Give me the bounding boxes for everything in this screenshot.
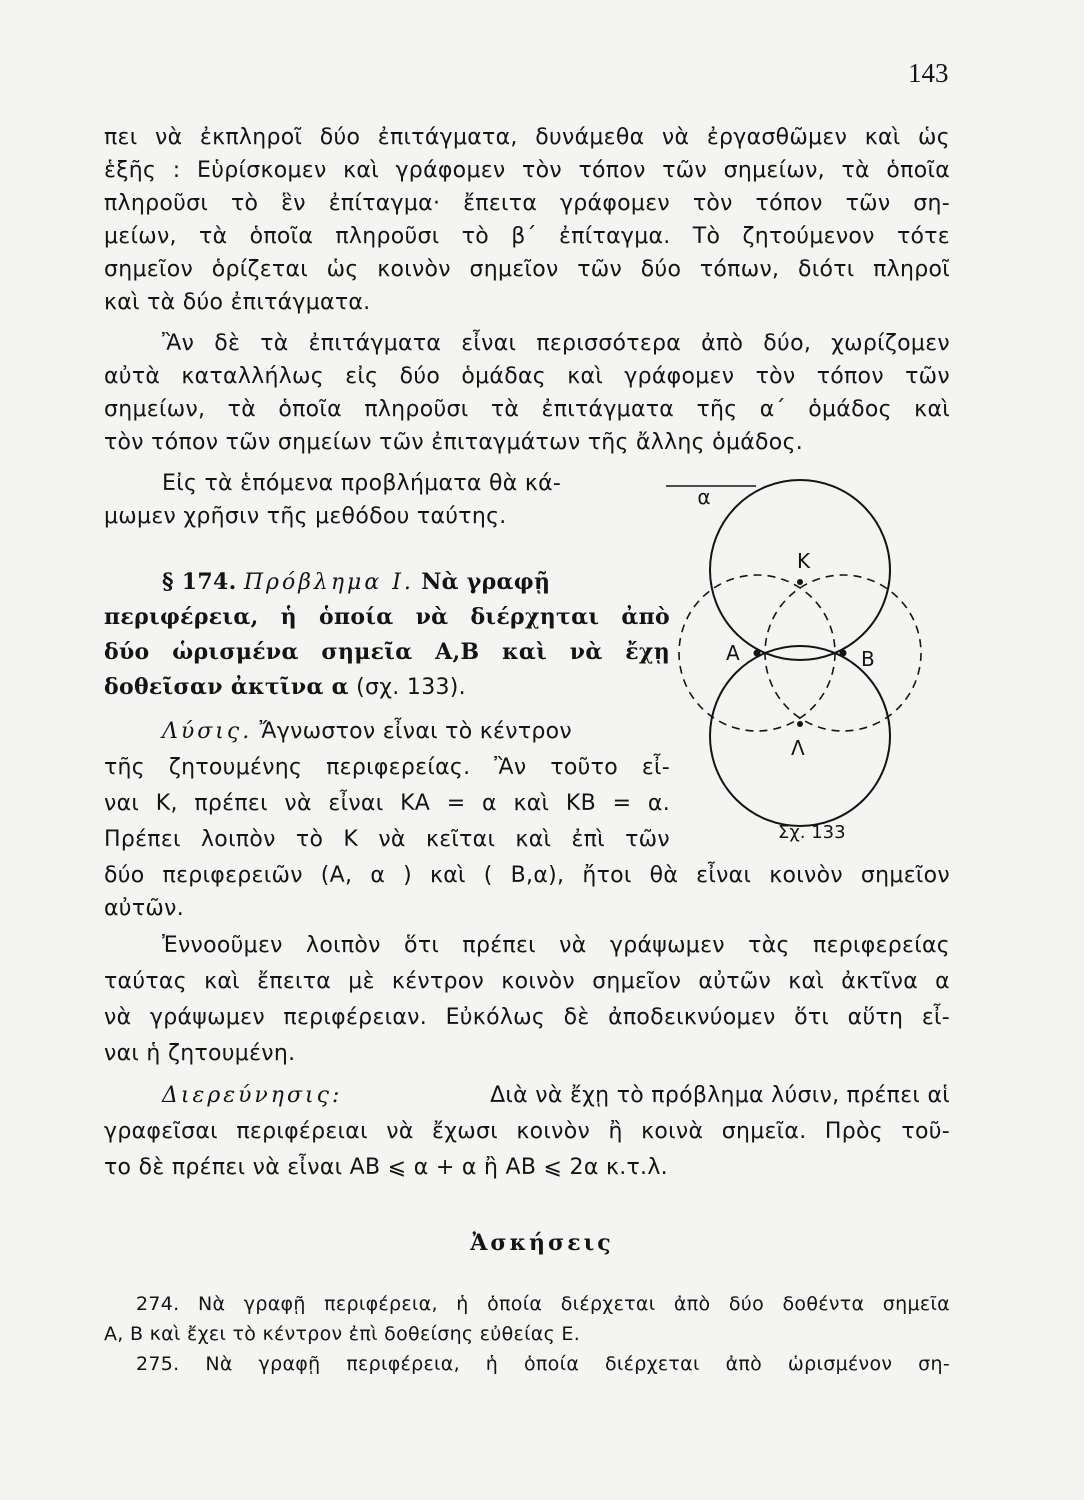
problem-label: Πρόβλημα Ι.	[243, 570, 414, 595]
para1-line: καὶ τὰ δύο ἐπιτάγματα.	[104, 290, 371, 315]
exercise-line: 274. Νὰ γραφῇ περιφέρεια, ἡ ὁποία διέρχεται ἀπὸ δύο δοθέντα σημεῖα	[136, 1293, 950, 1315]
point-l-dot	[797, 721, 803, 727]
figure-reference: (σχ. 133).	[356, 675, 466, 700]
problem-line: περιφέρεια, ἡ ὁποία νὰ διέρχηται ἀπὸ	[104, 604, 670, 630]
problem-title-line	[162, 566, 672, 598]
para2-line: Ἂν δὲ τὰ ἐπιτάγματα εἶναι περισσότερα ἀπὸ δύο, χωρίζομεν	[162, 331, 950, 356]
solution-line: ναι Κ, πρέπει νὰ εἶναι ΚΑ = α καὶ ΚΒ = α.	[104, 791, 670, 816]
para2-line: τὸν τόπον τῶν σημείων τῶν ἐπιταγμάτων τῆς ἄλλης ὁμάδος.	[104, 430, 804, 455]
para2-line: αὐτὰ καταλλήλως εἰς δύο ὁμάδας καὶ γράφομεν τὸν τόπον τῶν	[104, 364, 950, 389]
discussion-text: Διὰ νὰ ἔχῃ τὸ πρόβλημα λύσιν, πρέπει αἱ	[490, 1083, 950, 1108]
para4-line: νὰ γράψωμεν περιφέρειαν. Εὐκόλως δὲ ἀποδεικνύομεν ὅτι αὕτη εἶ-	[104, 1005, 950, 1030]
discussion-line: το δὲ πρέπει νὰ εἶναι ΑΒ ⩽ α + α ἢ ΑΒ ⩽ 2α κ.τ.λ.	[104, 1155, 668, 1180]
solution-line: αὐτῶν.	[104, 896, 184, 921]
para1-line: πληροῦσι τὸ ἓν ἐπίταγμα· ἔπειτα γράφομεν τὸν τόπον τῶν ση-	[104, 191, 950, 216]
point-l-label: Λ	[791, 736, 805, 760]
solution-line: Πρέπει λοιπὸν τὸ Κ νὰ κεῖται καὶ ἐπὶ τῶν	[104, 827, 670, 852]
solution-line: δύο περιφερειῶν (Α, α ) καὶ ( Β,α), ἤτοι θὰ εἶναι κοινὸν σημεῖον	[104, 863, 950, 888]
point-b-label: Β	[861, 647, 875, 671]
problem-number: § 174.	[162, 569, 237, 595]
para1-line: μείων, τὰ ὁποῖα πληροῦσι τὸ β΄ ἐπίταγμα. Τὸ ζητούμενον τότε	[104, 224, 950, 249]
discussion-label: Διερεύνησις:	[162, 1083, 343, 1108]
para1-line: σημεῖον ὁρίζεται ὡς κοινὸν σημεῖον τῶν δύο τόπων, διότι πληροῖ	[104, 257, 950, 282]
discussion-first-line	[162, 1080, 950, 1112]
problem-line: δύο ὡρισμένα σημεῖα Α,Β καὶ νὰ ἔχῃ	[104, 639, 670, 665]
exercise-line: 275. Νὰ γραφῇ περιφέρεια, ἡ ὁποία διέρχεται ἀπὸ ὡρισμένον ση-	[136, 1353, 950, 1375]
solution-first-line	[162, 716, 672, 748]
exercise-line: Α, Β καὶ ἔχει τὸ κέντρον ἐπὶ δοθείσης εὐθείας Ε.	[104, 1323, 581, 1345]
para1-line: πει νὰ ἐκπληροῖ δύο ἐπιτάγματα, δυνάμεθα νὰ ἐργασθῶμεν καὶ ὡς	[104, 125, 950, 150]
para3-line: Εἰς τὰ ἑπόμενα προβλήματα θὰ κά-	[162, 471, 562, 496]
point-a-label: Α	[726, 641, 740, 665]
point-b-dot	[840, 650, 847, 657]
para2-line: σημείων, τὰ ὁποῖα πληροῦσι τὰ ἐπιτάγματα τῆς α΄ ὁμάδος καὶ	[104, 397, 950, 422]
point-k-dot	[797, 579, 803, 585]
figure-133	[660, 470, 950, 850]
problem-text: δοθεῖσαν ἀκτῖνα α	[104, 674, 349, 700]
figure-caption: Σχ. 133	[778, 822, 846, 843]
page-number: 143	[908, 58, 949, 88]
para1-line: ἑξῆς : Εὑρίσκομεν καὶ γράφομεν τὸν τόπον τῶν σημείων, τὰ ὁποῖα	[104, 158, 950, 183]
exercises-heading: Ἀσκήσεις	[470, 1230, 614, 1256]
problem-text: Νὰ γραφῇ	[421, 569, 551, 595]
solution-line: τῆς ζητουμένης περιφερείας. Ἂν τοῦτο εἶ-	[104, 755, 670, 780]
point-k-label: Κ	[797, 549, 811, 573]
solution-label: Λύσις.	[162, 719, 253, 744]
problem-last-line	[104, 671, 670, 703]
para4-line: ταύτας καὶ ἔπειτα μὲ κέντρον κοινὸν σημεῖον αὐτῶν καὶ ἀκτῖνα α	[104, 969, 950, 994]
discussion-line: γραφεῖσαι περιφέρειαι νὰ ἔχωσι κοινὸν ἢ κοινὰ σημεῖα. Πρὸς τοῦ-	[104, 1119, 950, 1144]
para3-line: μωμεν χρῆσιν τῆς μεθόδου ταύτης.	[104, 504, 507, 529]
para4-line: ναι ἡ ζητουμένη.	[104, 1041, 296, 1066]
point-a-dot	[754, 650, 761, 657]
solution-text: Ἄγνωστον εἶναι τὸ κέντρον	[259, 719, 572, 744]
para4-line: Ἐννοοῦμεν λοιπὸν ὅτι πρέπει νὰ γράψωμεν τὰς περιφερείας	[162, 933, 950, 958]
radius-label: α	[697, 485, 711, 509]
